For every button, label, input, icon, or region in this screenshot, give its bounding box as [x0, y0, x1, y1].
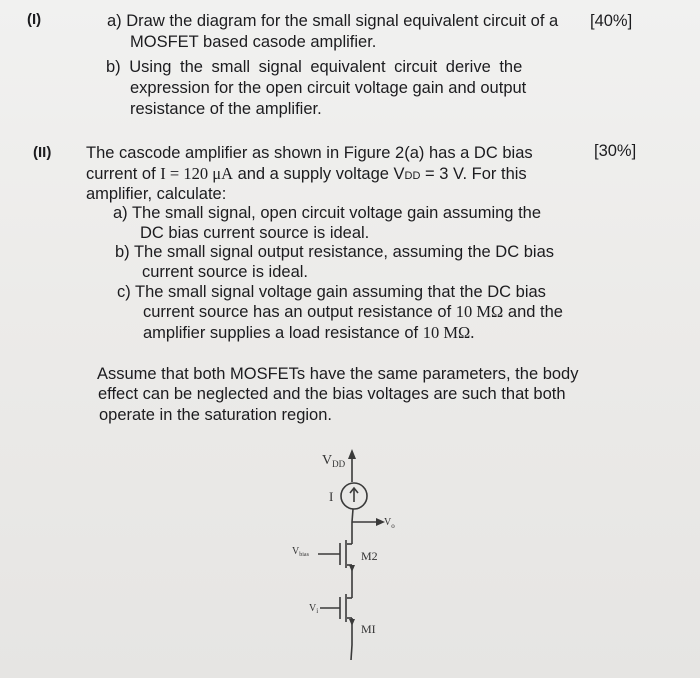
assumption-line1: Assume that both MOSFETs have the same parameters, the body [97, 365, 579, 383]
q2-marks: [30%] [594, 142, 637, 160]
q1-marks: [40%] [590, 12, 633, 30]
q1-part-b-line2: expression for the open circuit voltage gain and output [130, 79, 527, 97]
q2-part-b-line2: current source is ideal. [142, 263, 308, 281]
assumption-line2: effect can be neglected and the bias voltages are such that both [98, 385, 566, 403]
question-2-marker: (II) [33, 144, 52, 161]
q2-intro-line2: current of I = 120 μA and a supply voltage VDD = 3 V. For this [86, 164, 527, 183]
q2-part-a-line2: DC bias current source is ideal. [140, 224, 370, 242]
q1-part-a-line2: MOSFET based casode amplifier. [130, 33, 377, 51]
current-source-label: I [329, 489, 334, 504]
q2-intro-line3: amplifier, calculate: [86, 185, 227, 203]
q2-intro-line1: The cascode amplifier as shown in Figure 2(a) has a DC bias [86, 144, 533, 162]
q1-part-b-line3: resistance of the amplifier. [130, 100, 322, 118]
vo-label: $V_o$ [384, 517, 395, 530]
assumption-line3: operate in the saturation region. [99, 406, 332, 424]
bias-current-value: I = 120 μA [160, 164, 233, 183]
vdd-label: $V_{DD}$ [322, 453, 346, 469]
m2-label: M2 [361, 549, 378, 563]
q2-part-b-line1: b) The small signal output resistance, assuming the DC bias [115, 243, 554, 261]
q1-part-a-line1: a) Draw the diagram for the small signal equivalent circuit of a [107, 12, 559, 30]
q2-part-c-line3: amplifier supplies a load resistance of 10 MΩ. [143, 323, 475, 342]
q2-part-c-line1: c) The small signal voltage gain assuming that the DC bias [117, 283, 546, 301]
vbias-label: $V_{bias}$ [292, 546, 309, 558]
vi-label: $V_i$ [309, 603, 319, 615]
question-1-marker: (I) [27, 11, 42, 28]
q2-part-a-line1: a) The small signal, open circuit voltage gain assuming the [113, 204, 542, 222]
q2-part-c-line2: current source has an output resistance of 10 MΩ and the [143, 302, 563, 321]
q1-part-b-line1: b) Using the small signal equivalent circuit derive the [106, 58, 523, 76]
m1-label: MI [361, 622, 376, 636]
